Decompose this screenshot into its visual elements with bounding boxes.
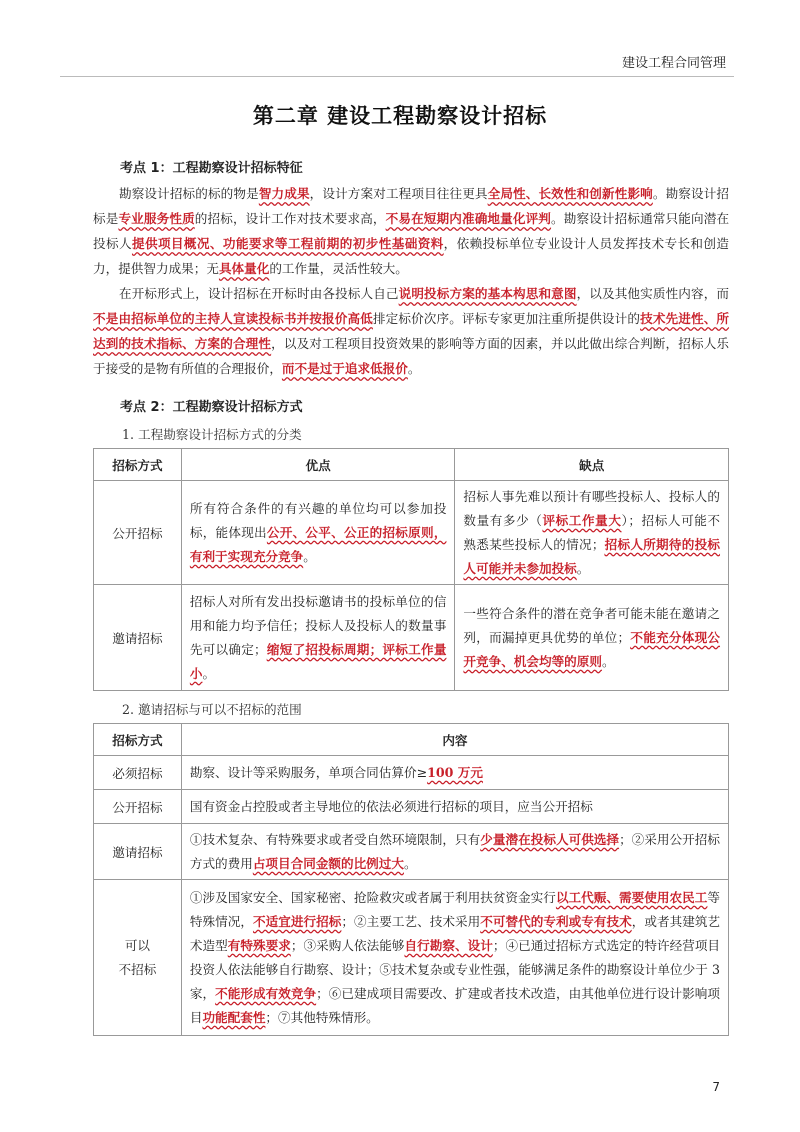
text-segment: 。: [303, 548, 316, 564]
page-number: 7: [712, 1080, 720, 1094]
table-row: [94, 824, 729, 880]
highlighted-text: 说明投标方案的基本构思和意图: [398, 286, 577, 301]
section-heading-2: 考点 2：工程勘察设计招标方式: [120, 400, 303, 415]
row-label: 邀请招标: [94, 585, 182, 691]
highlighted-text: 全局性、长效性和创新性影响: [487, 186, 653, 201]
table-header-row: [94, 724, 729, 756]
content-cell: [181, 790, 728, 824]
text-segment: 。: [403, 855, 417, 871]
pros-cell: [181, 481, 455, 585]
text-segment: 。勘察设计招标是: [93, 186, 730, 226]
text-segment: 国有资金占控股或者主导地位的依法必须进行招标的项目，应当公开招标: [189, 798, 593, 814]
highlighted-text: 不易在短期内准确地量化评判: [385, 211, 552, 226]
highlighted-text: 智力成果: [258, 186, 310, 201]
highlighted-text: 占项目合同金额的比例过大: [252, 855, 404, 871]
table-header-row: [94, 449, 729, 481]
header-rule: [60, 76, 734, 77]
highlighted-text: 具体量化: [218, 261, 270, 276]
highlighted-text: 不是由招标单位的主持人宣读投标书并按报价高低: [93, 311, 373, 326]
text-segment: ；②采用公开招标方式的费用: [189, 831, 721, 871]
text-segment: 。勘察设计招标通常只能向潜在投标人: [93, 211, 730, 251]
table-row: [94, 790, 729, 824]
text-segment: 。: [576, 560, 590, 576]
text-segment: 招标人事先难以预计有哪些投标人、投标人的数量有多少（: [463, 488, 720, 528]
highlighted-text: 100 万元: [427, 764, 483, 780]
section-heading-1: 考点 1：工程勘察设计招标特征: [120, 161, 303, 176]
highlighted-text: 招标人所期待的投标人可能并未参加投标: [463, 536, 721, 576]
table-row: [94, 481, 729, 585]
text-segment: 等特殊情况，: [189, 889, 721, 929]
highlighted-text: 不可替代的专利或专有技术: [480, 913, 632, 929]
text-segment: ，以及其他实质性内容，而: [576, 286, 730, 301]
highlighted-text: 专业服务性质: [118, 211, 195, 226]
text-segment: ，设计方案对工程项目往往更具: [309, 186, 488, 201]
text-segment: 排定标价次序。评标专家更加注重所提供设计的: [372, 311, 641, 326]
text-segment: 招标人对所有发出投标邀请书的投标单位的信用和能力均予信任；投标人及投标人的数量事先可以确定；: [189, 593, 447, 657]
highlighted-text: 自行勘察、设计: [404, 937, 493, 953]
highlighted-text: 技术先进性、所达到的技术指标、方案的合理性: [93, 311, 730, 351]
highlighted-text: 提供项目概况、功能要求等工程前期的初步性基础资料: [131, 236, 444, 251]
text-segment: ；⑥已建成项目需要改、扩建或者技术改造，由其他单位进行设计影响项目: [189, 985, 721, 1025]
table-row: [94, 880, 729, 1036]
text-segment: ①技术复杂、有特殊要求或者受自然环境限制，只有: [189, 831, 481, 847]
table-header-cell: 缺点: [455, 449, 729, 481]
text-segment: ，依赖投标单位专业设计人员发挥技术专长和创造力，提供智力成果；无: [93, 236, 730, 276]
text-segment: ）；招标人可能不熟悉某些投标人的情况；: [463, 512, 721, 552]
table-tender-scope: [93, 723, 729, 1036]
table-header-cell: 招标方式: [94, 449, 182, 481]
table-header-cell: 内容: [181, 724, 728, 756]
row-label: 可以 不招标: [94, 880, 182, 1036]
text-segment: ，以及对工程项目投资效果的影响等方面的因素，并以此做出综合判断，招标人乐于接受的是物有所值的合理报价，: [93, 336, 730, 376]
table-header-cell: 招标方式: [94, 724, 182, 756]
text-segment: 所有符合条件的有兴趣的单位均可以参加投标，能体现出: [189, 500, 447, 540]
pros-cell: [181, 585, 455, 691]
text-segment: ；⑦其他特殊情形。: [265, 1009, 379, 1025]
paragraph-2: [93, 281, 729, 381]
table-header-cell: 优点: [181, 449, 455, 481]
cons-cell: [455, 481, 729, 585]
table-row: [94, 756, 729, 790]
text-segment: 。: [601, 653, 615, 669]
text-segment: ；④已通过招标方式选定的特许经营项目投资人依法能够自行勘察、设计；⑤技术复杂或专业性强，能够满足条件的勘察设计单位少于 3 家，: [189, 937, 721, 1001]
highlighted-text: 不能充分体现公开竞争、机会均等的原则: [463, 629, 721, 669]
row-label: 必须招标: [94, 756, 182, 790]
text-segment: 勘察设计招标的标的物是: [119, 186, 259, 201]
highlighted-text: 以工代赈、需要使用农民工: [555, 889, 708, 905]
text-segment: ；③采购人依法能够: [290, 937, 405, 953]
content-cell: [181, 824, 728, 880]
table-tender-methods: [93, 448, 729, 691]
row-label: 公开招标: [94, 790, 182, 824]
chapter-title: 第二章 建设工程勘察设计招标: [252, 103, 548, 128]
row-label: 邀请招标: [94, 824, 182, 880]
cons-cell: [455, 585, 729, 691]
highlighted-text: 缩短了招投标周期；评标工作量小: [189, 641, 447, 681]
highlighted-text: 评标工作量大: [542, 512, 622, 528]
highlighted-text: 而不是过于追求低报价: [281, 361, 408, 376]
sub-heading-1: 1. 工程勘察设计招标方式的分类: [122, 427, 302, 442]
highlighted-text: 公开、公平、公正的招标原则，有利于实现充分竞争: [189, 524, 447, 564]
sub-heading-2: 2. 邀请招标与可以不招标的范围: [122, 702, 302, 717]
text-segment: 勘察、设计等采购服务，单项合同估算价≥: [189, 764, 428, 780]
highlighted-text: 少量潜在投标人可供选择: [480, 831, 620, 847]
paragraph-1: [93, 181, 729, 281]
highlighted-text: 不适宜进行招标: [252, 913, 342, 929]
text-segment: 一些符合条件的潜在竞争者可能未能在邀请之列，而漏掉更具优势的单位；: [463, 605, 720, 645]
text-segment: ；②主要工艺、技术采用: [341, 913, 481, 929]
highlighted-text: 不能形成有效竞争: [215, 985, 317, 1001]
running-header: 建设工程合同管理: [621, 56, 726, 71]
table-row: [94, 585, 729, 691]
text-segment: 的招标，设计工作对技术要求高，: [194, 211, 386, 226]
text-segment: 。: [407, 361, 421, 376]
text-segment: 。: [202, 665, 216, 681]
text-segment: ①涉及国家安全、国家秘密、抢险救灾或者属于利用扶贫资金实行: [189, 889, 556, 905]
highlighted-text: 有特殊要求: [227, 937, 291, 953]
content-cell: [181, 756, 728, 790]
content-cell: [181, 880, 728, 1036]
highlighted-text: 功能配套性: [202, 1009, 266, 1025]
row-label: 公开招标: [94, 481, 182, 585]
text-segment: 在开标形式上，设计招标在开标时由各投标人自己: [119, 286, 399, 301]
text-segment: 的工作量，灵活性较大。: [269, 261, 408, 276]
text-segment: ，或者其建筑艺术造型: [189, 913, 721, 953]
